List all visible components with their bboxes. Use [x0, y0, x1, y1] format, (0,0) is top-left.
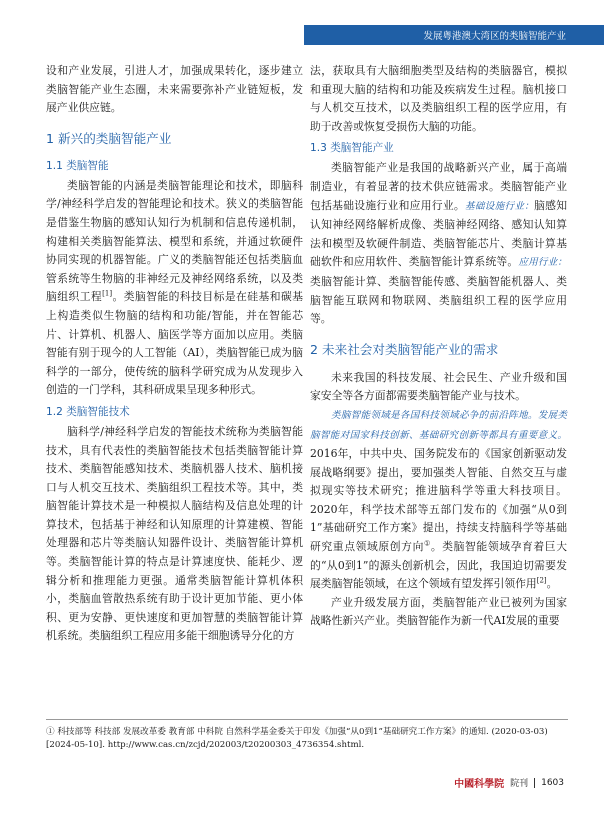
- p2d-text: 。: [546, 577, 558, 591]
- p13a-text: 类脑智能产业是我国的战略新兴产业，属于高端制造业，有着显著的技术供应链需求。类脑智能产业包括基础设施行业和应用行业。: [310, 161, 567, 212]
- continued-paragraph: 法，获取具有大脑细胞类型及结构的类脑器官，模拟和重现大脑的结构和功能及疾病发生过程。脑机接口与人机交互技术，以及类脑组织工程的医学应用，有助于改善或恢复受损伤大脑的功能。: [310, 64, 567, 133]
- infrastructure-label: 基础设施行业：: [465, 200, 535, 212]
- highlight-sentence: 类脑智能领域是各国科技领域必争的前沿阵地。发展类脑智能对国家科技创新、基础研究创新等都具有重要意义。: [310, 409, 567, 441]
- section-1-1-heading: 1.1 类脑智能: [46, 159, 109, 172]
- p2c-text: 。类脑智能领域孕育着巨大的“从0到1”的源头创新机会，因此，我国迫切需要发展类脑智能领域，在这个领域有望发挥引领作用: [310, 540, 567, 591]
- page-footer: [454, 775, 564, 790]
- section-1-3-paragraph: [310, 159, 567, 328]
- header-banner: [304, 25, 604, 45]
- p2b-text: 2016年，中共中央、国务院发布的《国家创新驱动发展战略纲要》提出，要加强类人智能、自然交互与虚拟现实等技术研究；推进脑科学等重大科技项目。2020年，科学技术部等五部门发布的《加强“从0到1”基础研究工作方案》提出，持续支持脑科学等基础研究重点领域原创方向: [310, 447, 567, 554]
- footnote: ① 科技部等 科技部 发展改革委 教育部 中科院 自然科学基金委关于印发《加强“从0到1”基础研究工作方案》的通知. (2020-03-03)[2024-05-10]. http://www.cas.cn/zcjd/202003/t20200303_4736354.shtml.: [46, 727, 548, 750]
- p11b-text: 。类脑智能的科技目标是在硅基和碳基上构造类似生物脑的结构和功能/智能，并在智能芯片、计算机、机器人、脑医学等方面加以应用。类脑智能有别于现今的人工智能（AI），类脑智能已成为脑科学的一部分，使传统的脑科学研究成为从发现步入创造的一门学科，其科研成果呈现多种形式。: [46, 290, 304, 397]
- section-2-paragraph-1: 未来我国的科技发展、社会民生、产业升级和国家安全等各方面都需要类脑智能产业与技术。: [310, 370, 567, 403]
- left-column: [46, 62, 303, 646]
- footnote-ref[interactable]: ①: [423, 539, 431, 548]
- citation-1: [1]: [102, 289, 113, 298]
- section-1-3-heading: 1.3 类脑智能产业: [310, 142, 394, 155]
- intro-paragraph: 设和产业发展，引进人才，加强成果转化，逐步建立类脑智能产业生态圈，未来需要弥补产业链短板，发展产业供应链。: [46, 64, 303, 115]
- journal-logo: 中國科學院: [454, 779, 505, 790]
- right-column: [310, 62, 567, 631]
- section-2-paragraph-2: [310, 406, 567, 594]
- section-1-heading: 1 新兴的类脑智能产业: [46, 130, 172, 146]
- citation-2: [2]: [536, 576, 547, 585]
- p13c-text: 类脑智能计算、类脑智能传感、类脑智能机器人、类脑智能互联网和物联网、类脑组织工程的医学应用等。: [310, 274, 567, 326]
- section-1-1-paragraph: [46, 177, 303, 400]
- section-1-2-heading: 1.2 类脑智能技术: [46, 405, 130, 418]
- footnote-rule: [46, 719, 568, 720]
- footer-divider: [534, 778, 535, 788]
- journal-name: 院刊: [510, 779, 529, 789]
- section-2-paragraph-3: 产业升级发展方面，类脑智能产业已被列为国家战略性新兴产业。类脑智能作为新一代AI发展的重要: [310, 595, 567, 628]
- p13b-text: 脑感知认知神经网络解析成像、类脑神经网络、感知认知算法和模型及软硬件制造、类脑智能芯片、类脑计算基础软件和应用软件、类脑智能计算系统等。: [310, 198, 568, 269]
- p11a-text: 类脑智能的内涵是类脑智能理论和技术，即脑科学/神经科学启发的智能理论和技术。狭义的类脑智能是借鉴生物脑的感知认知行为机制和信息传递机制，构建相关类脑智能算法、模型和系统，并通过软硬件协同实现的机器智能。广义的类脑智能还包括类脑血管系统等生物脑的非神经元及神经网络系统，以及类脑组织工程: [46, 178, 303, 304]
- page-number: 1603: [541, 777, 564, 788]
- application-label: 应用行业：: [518, 257, 568, 269]
- section-1-2-paragraph: 脑科学/神经科学启发的智能技术统称为类脑智能技术，具有代表性的类脑智能技术包括类脑智能计算技术、类脑智能感知技术、类脑机器人技术、脑机接口与人机交互技术、类脑组织工程技术等。其中，类脑智能计算技术是一种模拟人脑结构及信息处理的计算技术，包括基于神经和认知原理的计算建模、智能处理器和芯片等类脑认知器件设计、类脑智能计算机等。类脑智能计算的特点是计算速度快、能耗少、逻辑分析和推理能力更强。通常类脑智能计算机体积小，类脑血管散热系统有助于设计更加节能、更小体积、更为安静、更快速度和更加智慧的类脑智能计算机系统。类脑组织工程应用多能干细胞诱导分化的方: [46, 424, 303, 643]
- banner-title: 发展粤港澳大湾区的类脑智能产业: [423, 31, 566, 42]
- section-2-heading: 2 未来社会对类脑智能产业的需求: [310, 341, 499, 357]
